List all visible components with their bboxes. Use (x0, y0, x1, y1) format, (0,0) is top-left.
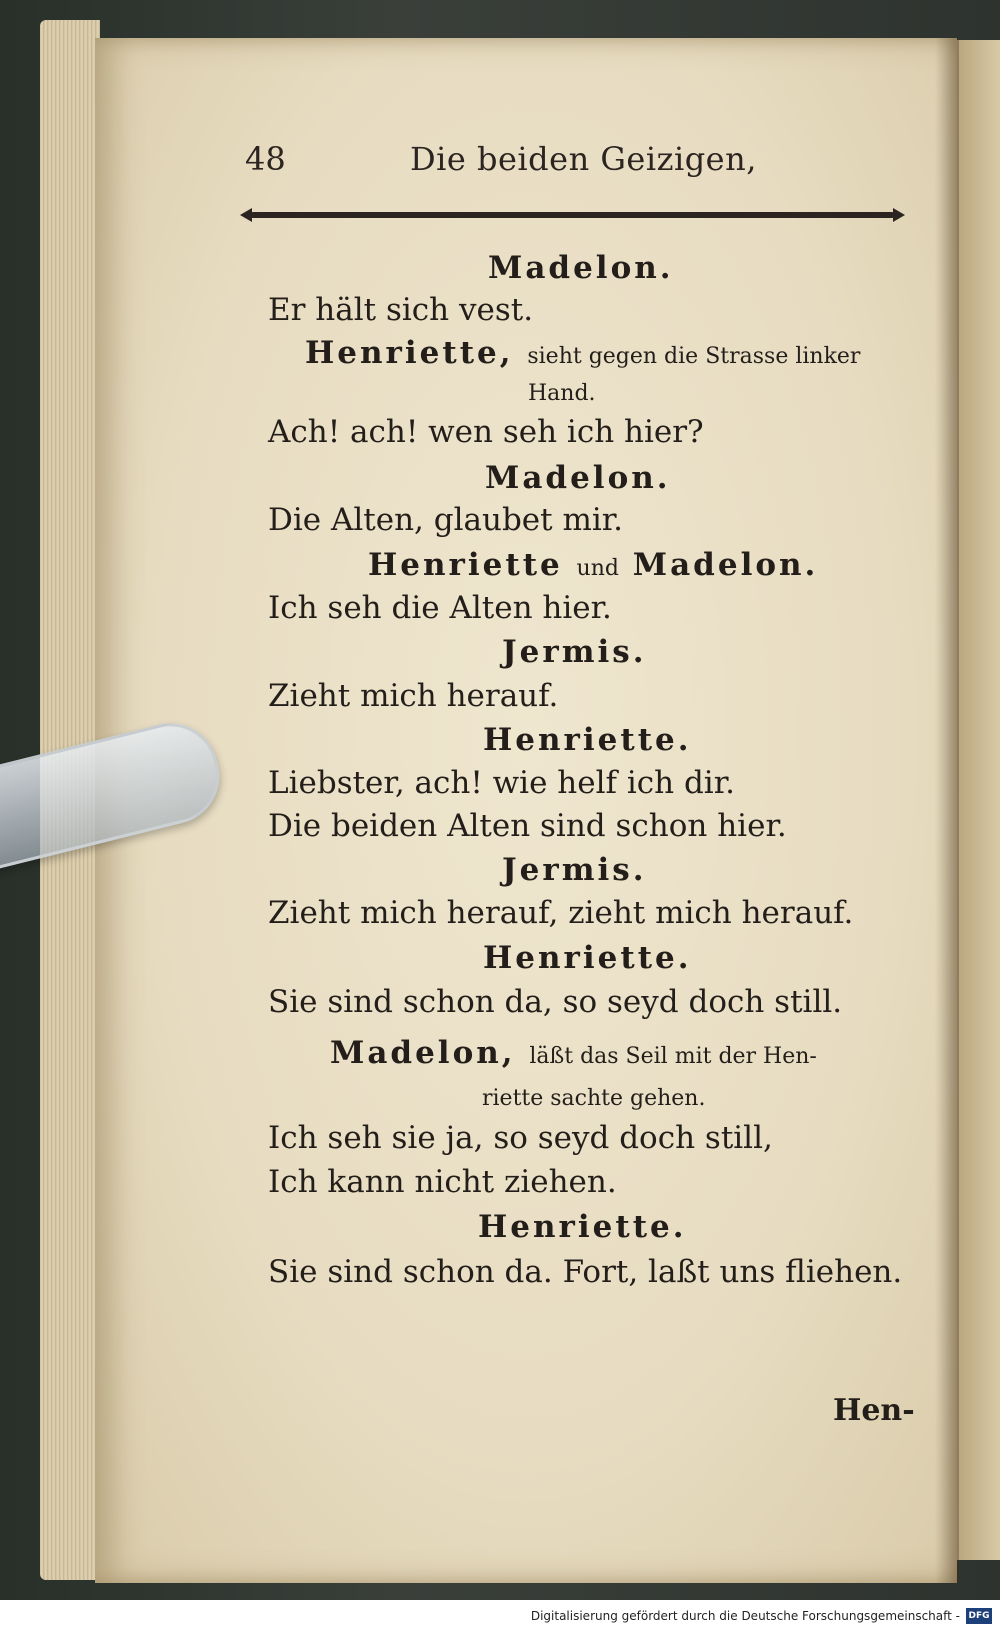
catchword: Hen- (833, 1393, 915, 1428)
verse-line: Sie sind schon da. Fort, laßt uns fliehen. (268, 1254, 903, 1290)
funding-credit: Digitalisierung gefördert durch die Deutsche Forschungsgemeinschaft - (530, 1609, 960, 1623)
verse-line: Ich kann nicht ziehen. (268, 1164, 617, 1200)
running-title: Die beiden Geizigen, (410, 140, 757, 178)
speaker-line: Madelon, läßt das Seil mit der Hen- (330, 1035, 817, 1071)
verse-line: Er hält sich vest. (268, 292, 534, 328)
stage-direction-line: Hand. (528, 381, 596, 406)
speaker-line: Henriette, sieht gegen die Strasse linker (305, 335, 861, 371)
speaker-line: Henriette und Madelon. (368, 547, 819, 583)
dfg-logo: DFG (966, 1608, 992, 1624)
stage-direction: sieht gegen die Strasse linker (527, 344, 861, 369)
speaker-line: Madelon. (485, 460, 671, 496)
verse-line: Zieht mich herauf, zieht mich herauf. (268, 895, 854, 931)
speaker-line: Henriette. (478, 1209, 687, 1245)
speaker-line: Madelon. (488, 250, 674, 286)
speaker-line: Henriette. (483, 940, 692, 976)
verse-line: Ich seh die Alten hier. (268, 590, 612, 626)
verse-line: Liebster, ach! wie helf ich dir. (268, 765, 735, 801)
verse-line: Die beiden Alten sind schon hier. (268, 808, 787, 844)
stage-direction: läßt das Seil mit der Hen- (529, 1044, 817, 1069)
speaker-line: Jermis. (502, 852, 647, 888)
speaker-line: Jermis. (502, 634, 647, 670)
verse-line: Die Alten, glaubet mir. (268, 502, 624, 538)
stage-direction-line: riette sachte gehen. (482, 1086, 706, 1111)
verse-line: Sie sind schon da, so seyd doch still. (268, 984, 843, 1020)
verse-line: Ich seh sie ja, so seyd doch still, (268, 1120, 773, 1156)
page-number: 48 (245, 140, 286, 178)
verse-line: Zieht mich herauf. (268, 678, 559, 714)
speaker-line: Henriette. (483, 722, 692, 758)
verse-line: Ach! ach! wen seh ich hier? (268, 414, 704, 450)
